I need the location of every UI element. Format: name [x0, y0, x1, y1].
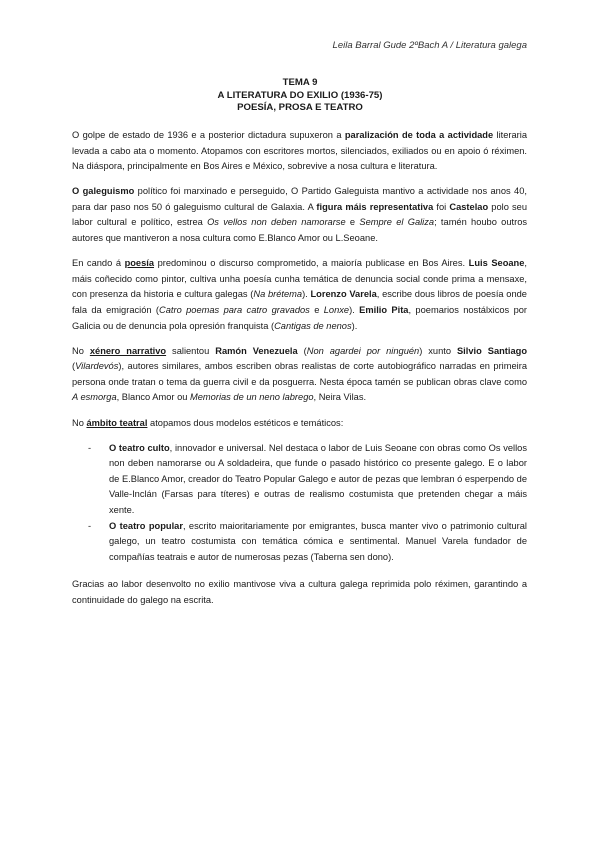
text-run: , Neira Vilas.	[313, 392, 367, 403]
text-run: polo seu labor cultural e político, estrea	[72, 201, 527, 228]
bold-run: O teatro popular	[109, 520, 183, 531]
topic-number: TEMA 9	[282, 77, 318, 88]
page-subtitle: POESÍA, PROSA E TEATRO	[237, 102, 363, 113]
text-run: ), autores similares, ambos escriben obras realistas de corte autobiográfico narradas en primeira persona onde tratan o tema da guerra civil e da posguerra. Nesta época tamén se publican obras clave como	[72, 361, 527, 387]
text-run: foi	[433, 201, 450, 212]
theatre-list	[72, 441, 527, 566]
text-run: ; tamén houbo outros autores que mantiveron a nosa cultura como E.Blanco Amor ou L.Seoane.	[72, 217, 528, 244]
bold-run: paralización de toda a actividade	[344, 130, 494, 140]
italic-run: Catro poemas para catro gravados	[159, 304, 310, 315]
bold-run: Ramón Venezuela	[215, 345, 298, 356]
italic-run: Na brétema	[253, 289, 303, 300]
text-run: político foi marxinado e perseguido, O Partido Galeguista mantivo a actividade nos anos 40, para dar paso nos 50 ó galeguismo cultural de Galaxia. A	[72, 186, 527, 212]
text-run: e	[309, 304, 324, 315]
bold-run: O galeguismo	[72, 186, 135, 197]
italic-run: Cantigas de nenos	[274, 320, 352, 331]
text-run: Gracias ao labor desenvolto no exilio mantivose viva a cultura galega reprimida polo réximen, garantindo a continuidade do galego na escrita.	[72, 579, 527, 605]
text-run: No	[72, 345, 90, 356]
text-run: atopamos dous modelos estéticos e temáticos:	[147, 417, 344, 428]
text-run: No	[72, 417, 87, 428]
text-run: En cando á	[72, 258, 125, 269]
bold-underlined-run: xénero narrativo	[89, 345, 167, 356]
list-item-teatro-culto	[72, 441, 527, 519]
italic-run: A esmorga	[72, 392, 117, 403]
text-run: ).	[302, 289, 311, 300]
italic-run: Memorias de un neno labrego	[190, 392, 314, 403]
bold-run: figura máis representativa	[316, 201, 434, 212]
paragraph-poesia	[72, 256, 527, 334]
text-run: predominou o discurso comprometido, a maioría publicase en Bos Aires.	[154, 258, 469, 269]
italic-run: Non agardei por ninguén	[306, 345, 420, 356]
list-item-teatro-popular	[72, 519, 527, 566]
text-run: , innovador e universal. Nel destaca o labor de Luis Seoane con obras como Os vellos non deben namorarse ou A soldadeira, que funde o pasado histórico co presente galego. E o labor de E.Blanco Amor, creador do Teatro Popular Galego e autor de pezas que lembran ó esperpendo de Valle-Inclán (Farsas para títeres) e outras de realismo costumista que pretenden chegar a máis xente.	[109, 442, 527, 515]
text-run: , poemarios nostálxicos por Galicia ou de denuncia pola opresión franquista (	[72, 304, 528, 331]
bold-run: Lorenzo Varela	[310, 289, 377, 300]
title-block	[0, 77, 600, 115]
running-header: Leila Barral Gude 2ºBach A / Literatura galega	[332, 40, 527, 51]
page-title: A LITERATURA DO EXILIO (1936-75)	[217, 89, 383, 101]
dash-bullet: -	[88, 520, 92, 531]
paragraph-intro	[72, 128, 527, 175]
text-run: , escribe dous libros de poesía onde fala da emigración (	[72, 289, 527, 315]
italic-run: Sempre el Galiza	[359, 217, 435, 228]
dash-bullet: -	[88, 442, 92, 453]
italic-run: Os vellos non deben namorarse	[207, 217, 346, 228]
text-run: e	[345, 217, 360, 228]
text-run: , máis coñecido como pintor, cultiva unha poesía cunha temática de denuncia social conde prima a mensaxe, con presenza da historia e cultura galegas (	[72, 258, 527, 300]
text-run: (	[72, 361, 76, 372]
text-run: , escrito maioritariamente por emigrantes, busca manter vivo o patrimonio cultural galego, un teatro costumista con temática cómica e sentimental. Manuel Varela fundador de compañías teatrais e autor de numerosas pezas (Taberna sen dono).	[109, 520, 527, 562]
bold-run: Luis Seoane	[468, 258, 525, 269]
bold-run: Emilio Pita	[359, 304, 409, 315]
bold-underlined-run: ámbito teatral	[86, 417, 148, 428]
italic-run: Vilardevós	[75, 361, 119, 372]
text-run: ).	[349, 304, 360, 315]
bold-underlined-run: poesía	[124, 258, 155, 269]
bold-run: O teatro culto	[109, 442, 170, 453]
bold-run: Castelao	[449, 201, 489, 212]
text-run: , Blanco Amor ou	[116, 392, 191, 403]
text-run: ).	[351, 320, 358, 331]
text-run: ) xunto	[419, 345, 457, 356]
bold-run: Silvio Santiago	[456, 345, 528, 356]
italic-run: Lonxe	[323, 304, 350, 315]
text-run: salientou	[166, 345, 216, 356]
text-run: (	[297, 345, 307, 356]
text-run: literaria levada a cabo ata o momento. Atopamos con escritores mortos, silenciados, exiliados ou en apoio ó réximen. Na diáspora, principalmente en Bos Aires e México, sobrevive a nosa cultura e literatura.	[72, 130, 527, 172]
paragraph-teatro-intro	[72, 416, 527, 432]
text-run: O golpe de estado de 1936 e a posterior dictadura supuxeron a	[72, 130, 345, 140]
paragraph-narrativa	[72, 344, 527, 406]
paragraph-galeguismo	[72, 184, 527, 246]
paragraph-conclusion	[72, 577, 527, 608]
document-body	[72, 128, 527, 618]
